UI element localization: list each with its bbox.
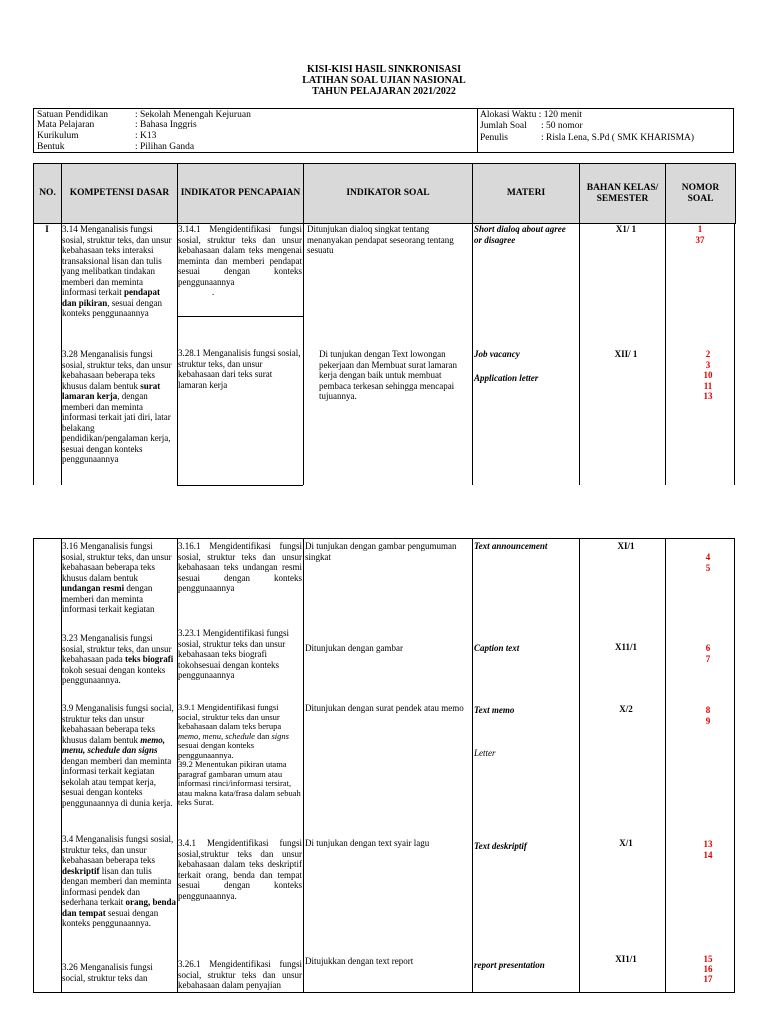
row6-materi: Text deskriptif [474, 841, 527, 851]
satuan-value: : Sekolah Menengah Kejuruan [135, 110, 251, 120]
title-line-1: KISI-KISI HASIL SINKRONISASI [307, 64, 461, 75]
penulis-label: Penulis [480, 133, 508, 143]
jumlah-label: Jumlah Soal [480, 121, 527, 131]
row5-indikator-pencapaian: 3.9.1 Mengidentifikasi fungsi social, struktur teks dan unsur kebahasaan dalam teks berupa memo, menu, schedule dan signs sesuai dengan konteks penggunaannya. 39.2 Menentukan pikiran utama paragraf gambaran umum atau informasi rinci/informasi tersirat, atau makna kata/frasa dalam sebuah teks Surat. [178, 702, 301, 807]
row2-kompetensi: 3.28 Menganalisis fungsi sosial, struktur teks, dan unsur kebahasaan beberapa teks khusus dalam bentuk surat lamaran kerja, dengan memberi dan meminta informasi terkait jati diri, latar belakang pendidikan/pengalaman kerja, sesuai dengan konteks penggunaannya [62, 349, 172, 464]
header-no: NO. [34, 164, 62, 224]
row7-bahan: XI1/1 [615, 954, 637, 964]
jumlah-value: : 50 nomor [541, 121, 583, 131]
row6-bahan: X/1 [619, 838, 633, 848]
info-box [33, 108, 734, 153]
title-line-3: TAHUN PELAJARAN 2021/2022 [312, 86, 456, 97]
row5-materi-1: Text memo [474, 705, 515, 715]
header-indikator-soal: INDIKATOR SOAL [304, 164, 473, 224]
row6-nomor: 13 14 [703, 839, 713, 860]
row1-kompetensi: 3.14 Menganalisis fungsi sosial, struktur teks, dan unsur kebahasaan teks interaksi transaksional lisan dan tulis yang melibatkan tindakan memberi dan meminta informasi terkait pendapat dan pikiran, sesuai dengan konteks penggunaannya [62, 224, 172, 318]
info-divider [477, 109, 478, 152]
row7-indikator-soal: Ditujukkan dengan text report [305, 956, 414, 966]
row3-kompetensi: 3.16 Menganalisis fungsi sosial, struktur teks, dan unsur kebahasaan beberapa teks khusus dalam bentuk undangan resmi dengan memberi dan meminta informasi terkait kegiatan [62, 541, 172, 614]
row4-bahan: X11/1 [614, 642, 637, 652]
row3-materi: Text announcement [474, 541, 548, 551]
row4-indikator-pencapaian: 3.23.1 Mengidentifikasi fungsi sosial, struktur teks dan unsur kebahasaan teks biografi tokohsesuai dengan konteks penggunaannya [178, 628, 289, 680]
row2-nomor: 2 3 10 11 13 [703, 349, 713, 401]
row7-kompetensi: 3.26 Menganalisis fungsi social, struktur teks dan [62, 962, 153, 983]
row4-nomor: 6 7 [705, 643, 711, 664]
alokasi-waktu: Alokasi Waktu : 120 menit [480, 110, 582, 120]
row7-nomor: 15 16 17 [703, 954, 713, 984]
row2-bahan: XII/ 1 [614, 349, 638, 359]
row4-kompetensi: 3.23 Menganalisis fungsi sosial, struktur teks, dan unsur kebahasaan pada teks biografi tokoh sesuai dengan konteks penggunaannya. [62, 633, 174, 685]
row1-bahan: X1/ 1 [615, 224, 637, 234]
row4-indikator-soal: Ditunjukan dengan gambar [305, 643, 403, 653]
row3-nomor: 4 5 [705, 552, 711, 573]
row3-bahan: XI/1 [617, 541, 635, 551]
header-nomor-soal: NOMOR SOAL [666, 164, 736, 224]
kurikulum-label: Kurikulum [37, 131, 79, 141]
bentuk-label: Bentuk [37, 142, 65, 152]
row1-indikator-soal: Ditunjukan dialoq singkat tentang menanyakan pendapat seseorang tentang sesuatu [307, 224, 454, 255]
row7-indikator-pencapaian: 3.26.1 Mengidentifikasi fungsi social, struktur teks dan unsur kebahasaan dalam penyajian [178, 959, 302, 990]
header-indikator-pencapaian: INDIKATOR PENCAPAIAN [178, 164, 304, 224]
row3-indikator-pencapaian: 3.16.1 Mengidentifikasi fungsi sosial, struktur teks dan unsur kebahasaan teks undangan resmi sesuai dengan konteks penggunaannya [178, 541, 302, 593]
row5-materi-2: Letter [474, 748, 496, 758]
row2-materi-1: Job vacancy [474, 349, 520, 359]
row1-nomor: 1 37 [695, 224, 705, 245]
mapel-label: Mata Pelajaran [37, 120, 95, 130]
header-materi: MATERI [473, 164, 580, 224]
row1-materi: Short dialoq about agree or disagree [474, 224, 566, 245]
row2-indikator-pencapaian: 3.28.1 Menganalisis fungsi sosial, struktur teks, dan unsur kebahasaan dari teks surat lamaran kerja [178, 348, 301, 390]
mapel-value: : Bahasa Inggris [135, 120, 197, 130]
penulis-value: : Risla Lena, S.Pd ( SMK KHARISMA) [541, 133, 695, 143]
table-header [33, 163, 736, 224]
row7-materi: report presentation [474, 960, 545, 970]
kurikulum-value: : K13 [135, 131, 157, 141]
title-line-2: LATIHAN SOAL UJIAN NASIONAL [302, 75, 466, 86]
row3-indikator-soal: Di tunjukan dengan gambar pengumuman singkat [305, 541, 457, 562]
row1-no: I [45, 224, 49, 234]
header-kompetensi-dasar: KOMPETENSI DASAR [62, 164, 178, 224]
row6-kompetensi: 3.4 Menganalisis fungsi sosial, struktur teks, dan unsur kebahasaan beberapa teks deskriptif lisan dan tulis dengan memberi dan meminta informasi pendek dan sederhana terkait orang, benda dan tempat sesuai dengan konteks penggunaannya. [62, 834, 176, 928]
row5-nomor: 8 9 [705, 705, 711, 726]
header-bahan-kelas-semester: BAHAN KELAS/ SEMESTER [580, 164, 666, 224]
row6-indikator-pencapaian: 3.4.1 Mengidentifikasi fungsi sosial,struktur teks dan unsur kebahasaan dalam teks deskriptif terkait orang, benda dan tempat sesuai dengan konteks penggunaannya. [178, 838, 302, 901]
row6-indikator-soal: Di tunjukan dengan text syair lagu [305, 838, 430, 848]
row5-indikator-soal: Ditunjukan dengan surat pendek atau memo [305, 703, 464, 713]
row1-indikator-pencapaian: 3.14.1 Mengidentifikasi fungsi sosial, struktur teks dan unsur kebahasaan dalam teks mengenai meminta dan memberi pendapat sesuai dengan konteks penggunaannya . [178, 224, 302, 297]
row2-indikator-soal: Di tunjukan dengan Text lowongan pekerjaan dan Membuat surat lamaran kerja dengan baik untuk membuat pembaca terkesan sehingga mencapai tujuannya. [319, 349, 457, 401]
bentuk-value: : Pilihan Ganda [135, 142, 195, 152]
row2-materi-2: Application letter [474, 373, 539, 383]
row4-materi: Caption text [474, 643, 520, 653]
satuan-label: Satuan Pendidikan [37, 110, 108, 120]
row5-bahan: X/2 [619, 704, 633, 714]
row5-kompetensi: 3.9 Menganalisis fungsi social, struktur teks dan unsur kebahasaan beberapa teks khusus dalam bentuk memo, menu, schedule dan signs dengan memberi dan meminta informasi terkait kegiatan sekolah atau tempat kerja, sesuai dengan konteks penggunaannya di dunia kerja. [62, 703, 174, 808]
